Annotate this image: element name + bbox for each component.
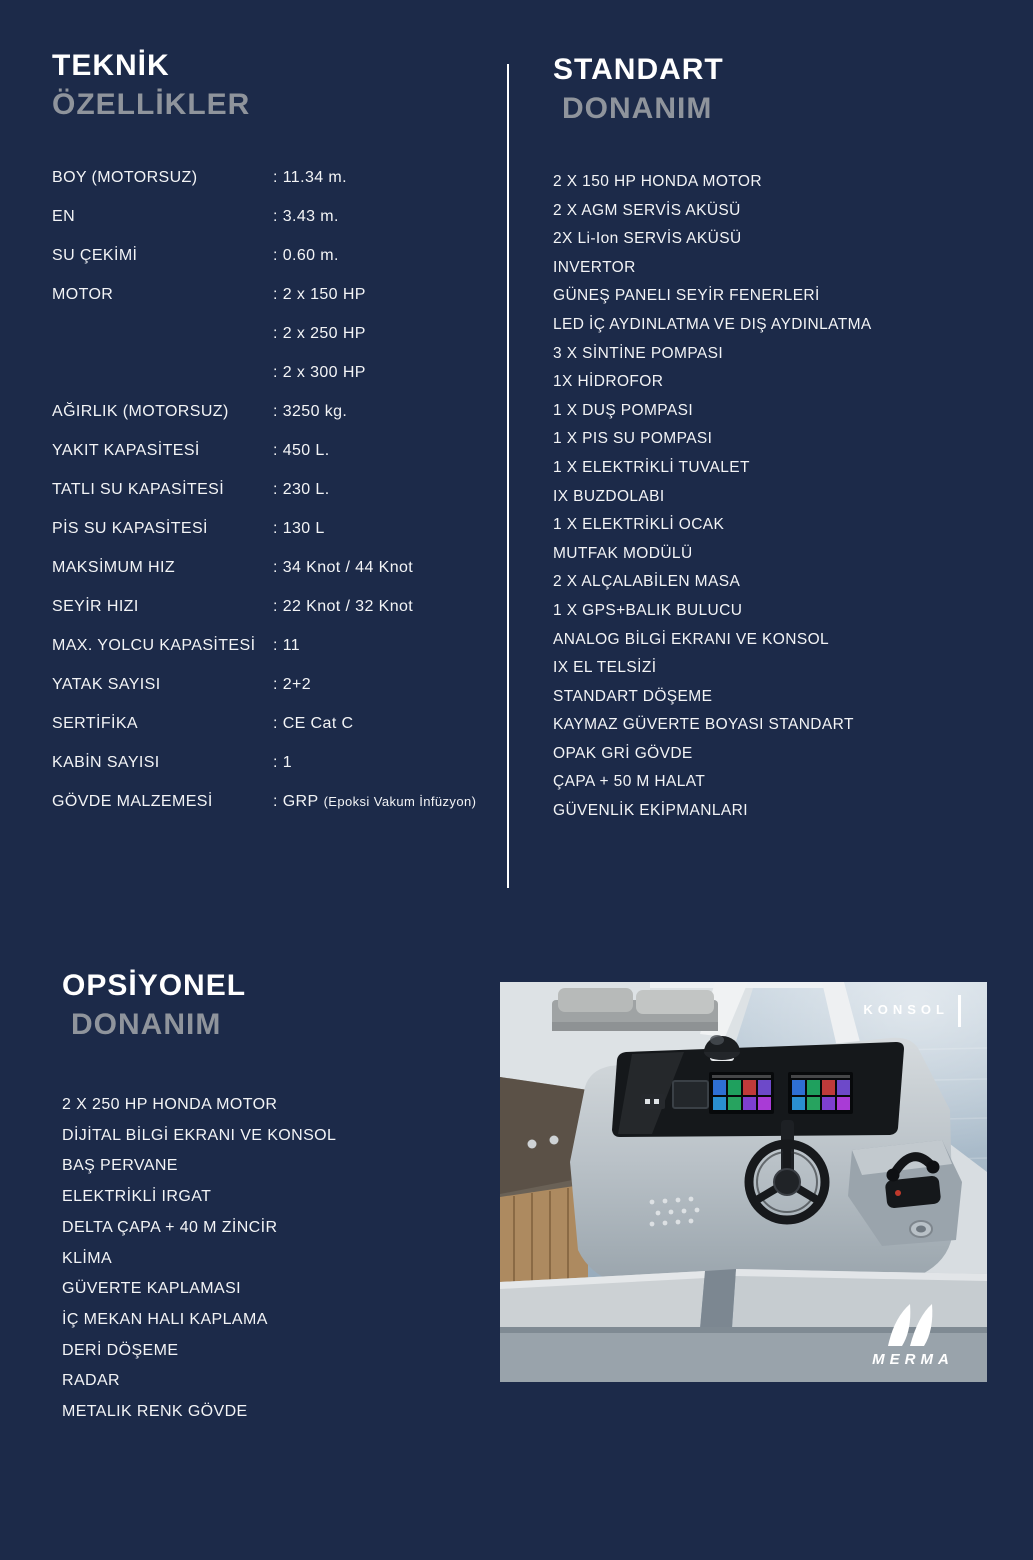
- spec-row: [52, 548, 507, 587]
- list-item: RADAR: [62, 1372, 121, 1390]
- spec-row: [52, 509, 507, 548]
- list-item: KLİMA: [62, 1249, 113, 1267]
- list-item: BAŞ PERVANE: [62, 1157, 178, 1175]
- heading-line-ozellikler: ÖZELLİKLER: [52, 88, 251, 121]
- spec-row: [52, 236, 507, 275]
- list-item: DELTA ÇAPA + 40 M ZİNCİR: [62, 1218, 278, 1236]
- list-item: INVERTOR: [553, 258, 636, 276]
- list-item: 2X Li-Ion SERVİS AKÜSÜ: [553, 230, 742, 248]
- list-item: 2 X 250 HP HONDA MOTOR: [62, 1096, 278, 1113]
- list-item: 2 X ALÇALABİLEN MASA: [553, 573, 741, 591]
- spec-value: : 2 x 150 HP: [273, 286, 366, 303]
- spec-row: [52, 743, 507, 782]
- spec-value: : 11.34 m.: [273, 169, 347, 186]
- spec-row: [52, 314, 507, 353]
- spec-row: [52, 587, 507, 626]
- brand-name: MERMA: [872, 1351, 954, 1368]
- spec-value: : 1: [273, 754, 292, 771]
- spec-row: [52, 392, 507, 431]
- spec-label: GÖVDE MALZEMESİ: [52, 793, 213, 810]
- list-item: LED İÇ AYDINLATMA VE DIŞ AYDINLATMA: [553, 315, 872, 333]
- list-item: ANALOG BİLGİ EKRANI VE KONSOL: [553, 630, 830, 648]
- spec-value: : 22 Knot / 32 Knot: [273, 598, 414, 615]
- list-item: 1 X DUŞ POMPASI: [553, 401, 694, 419]
- teknik-ozellikler-heading: [52, 46, 250, 124]
- list-item: GÜVERTE KAPLAMASI: [62, 1280, 242, 1298]
- sail-logo-icon: [874, 1300, 952, 1350]
- spec-label: MAX. YOLCU KAPASİTESİ: [52, 637, 256, 654]
- mfd-screen-2: [788, 1072, 853, 1114]
- brand-logo: [855, 1300, 971, 1368]
- spec-value: : 2 x 300 HP: [273, 364, 366, 381]
- list-item: OPAK GRİ GÖVDE: [553, 744, 693, 762]
- spec-row: [52, 431, 507, 470]
- list-item: MUTFAK MODÜLÜ: [553, 544, 693, 562]
- console-photo: [500, 982, 987, 1382]
- spec-value: : CE Cat C: [273, 715, 354, 732]
- list-item: DİJİTAL BİLGİ EKRANI VE KONSOL: [62, 1126, 337, 1144]
- spec-label: BOY (MOTORSUZ): [52, 169, 198, 186]
- caption-divider-bar: [958, 995, 961, 1027]
- spec-row: [52, 626, 507, 665]
- heading-line-opsiyonel: OPSİYONEL: [62, 969, 247, 1002]
- column-divider: [507, 64, 509, 888]
- heading-line-donanim: DONANIM: [71, 1008, 222, 1041]
- photo-caption: KONSOL: [863, 1002, 949, 1017]
- list-item: İÇ MEKAN HALI KAPLAMA: [62, 1310, 268, 1328]
- list-item: ÇAPA + 50 M HALAT: [553, 773, 706, 791]
- spec-row: [52, 665, 507, 704]
- spec-row: [52, 470, 507, 509]
- switch-panel: [641, 1094, 665, 1109]
- spec-row: [52, 353, 507, 392]
- list-item: GÜNEŞ PANELI SEYİR FENERLERİ: [553, 287, 820, 305]
- list-item: 1 X PIS SU POMPASI: [553, 430, 713, 448]
- list-item: 1 X ELEKTRİKLİ OCAK: [553, 516, 725, 534]
- spec-value: : 230 L.: [273, 481, 330, 498]
- list-item: 1 X GPS+BALIK BULUCU: [553, 601, 743, 619]
- list-item: 3 X SİNTİNE POMPASI: [553, 344, 724, 362]
- spec-label: SERTİFİKA: [52, 715, 138, 732]
- spec-value: : 130 L: [273, 520, 325, 537]
- spec-row: [52, 782, 507, 821]
- spec-row: [52, 197, 507, 236]
- standart-donanim-list: [553, 168, 872, 826]
- spec-value: : 2 x 250 HP: [273, 325, 366, 342]
- spec-value: : 2+2: [273, 676, 312, 693]
- spec-label: PİS SU KAPASİTESİ: [52, 520, 208, 537]
- mfd-screen-1: [709, 1072, 774, 1114]
- list-item: 1X HİDROFOR: [553, 373, 664, 391]
- opsiyonel-donanim-list: [62, 1090, 336, 1428]
- spec-label: AĞIRLIK (MOTORSUZ): [52, 403, 229, 420]
- list-item: IX BUZDOLABI: [553, 487, 665, 505]
- list-item: IX EL TELSİZİ: [553, 659, 657, 677]
- spec-table: [52, 158, 507, 821]
- spec-label: KABİN SAYISI: [52, 754, 160, 771]
- spec-row: [52, 275, 507, 314]
- spec-label: EN: [52, 208, 76, 225]
- list-item: 2 X 150 HP HONDA MOTOR: [553, 173, 762, 190]
- standart-donanim-heading: [553, 50, 724, 128]
- spec-label: SEYİR HIZI: [52, 598, 139, 615]
- spec-label: YATAK SAYISI: [52, 676, 161, 693]
- heading-line-donanim: DONANIM: [562, 92, 713, 125]
- spec-value: : 3250 kg.: [273, 403, 348, 420]
- spec-label: [52, 314, 273, 353]
- spec-value: : 450 L.: [273, 442, 330, 459]
- spec-value-note: (Epoksi Vakum İnfüzyon): [323, 794, 477, 809]
- spec-row: [52, 158, 507, 197]
- spec-value: : 34 Knot / 44 Knot: [273, 559, 414, 576]
- spec-label: TATLI SU KAPASİTESİ: [52, 481, 225, 498]
- heading-line-teknik: TEKNİK: [52, 49, 170, 82]
- spec-value: : 11: [273, 637, 301, 654]
- list-item: DERİ DÖŞEME: [62, 1341, 179, 1359]
- heading-line-standart: STANDART: [553, 53, 724, 86]
- list-item: 1 X ELEKTRİKLİ TUVALET: [553, 458, 750, 476]
- small-display: [673, 1081, 708, 1108]
- list-item: 2 X AGM SERVİS AKÜSÜ: [553, 201, 741, 219]
- spec-label: YAKIT KAPASİTESİ: [52, 442, 200, 459]
- list-item: KAYMAZ GÜVERTE BOYASI STANDART: [553, 716, 854, 734]
- spec-value: : GRP: [273, 793, 319, 810]
- spec-label: SU ÇEKİMİ: [52, 247, 138, 264]
- list-item: METALIK RENK GÖVDE: [62, 1403, 248, 1421]
- opsiyonel-donanim-heading: [62, 966, 246, 1044]
- spec-label: MOTOR: [52, 286, 114, 303]
- spec-value: : 0.60 m.: [273, 247, 339, 264]
- list-item: ELEKTRİKLİ IRGAT: [62, 1188, 212, 1206]
- list-item: GÜVENLİK EKİPMANLARI: [553, 802, 748, 820]
- spec-label: [52, 353, 273, 392]
- list-item: STANDART DÖŞEME: [553, 687, 713, 705]
- spec-label: MAKSİMUM HIZ: [52, 559, 176, 576]
- spec-row: [52, 704, 507, 743]
- spec-value: : 3.43 m.: [273, 208, 339, 225]
